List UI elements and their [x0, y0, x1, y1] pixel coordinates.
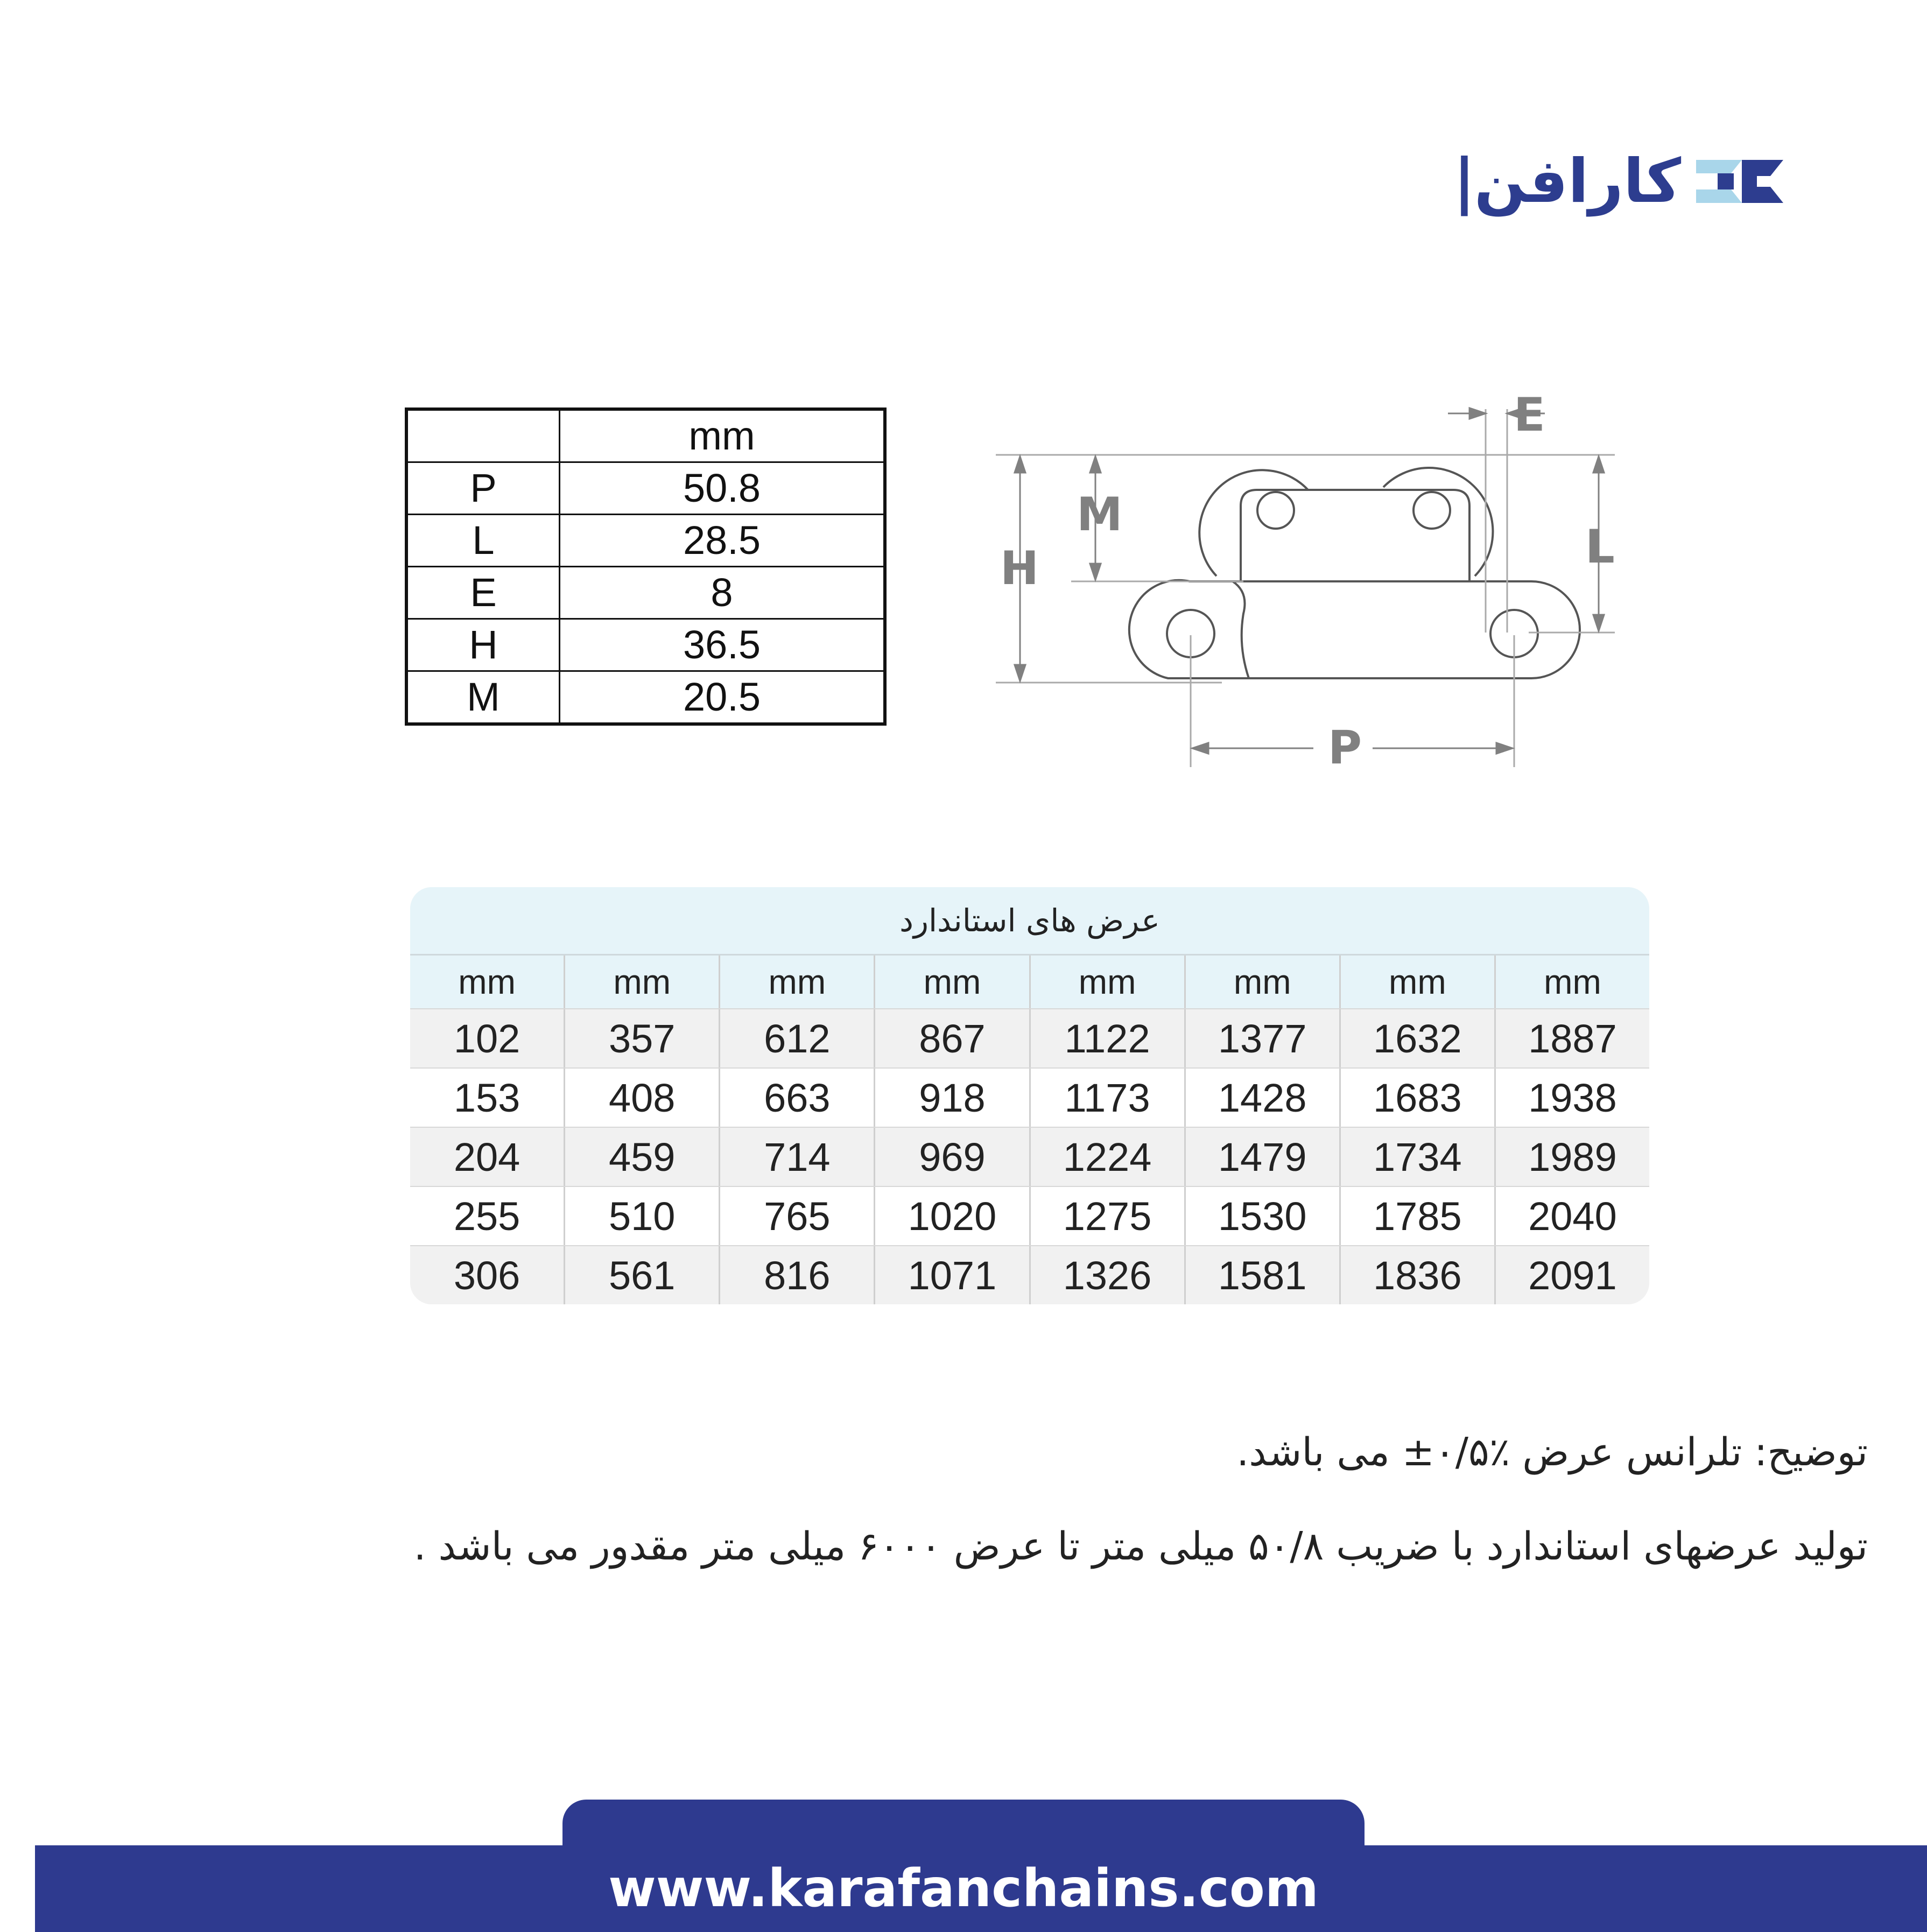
spec-unit-header: mm: [560, 410, 884, 462]
width-cell: 1479: [1184, 1128, 1339, 1186]
unit-cell: mm: [719, 956, 874, 1008]
table-row: [410, 1127, 1649, 1186]
width-cell: 510: [564, 1187, 719, 1245]
spec-value: 28.5: [560, 515, 884, 567]
karafan-logo-mark-icon: [1691, 152, 1788, 211]
website-link[interactable]: www.karafanchains.com: [608, 1858, 1319, 1919]
width-cell: 1326: [1029, 1246, 1184, 1304]
width-cell: 1377: [1184, 1009, 1339, 1067]
spec-value: 8: [560, 567, 884, 619]
width-cell: 1887: [1494, 1009, 1649, 1067]
table-row: [410, 1008, 1649, 1067]
table-row: [410, 1186, 1649, 1245]
width-cell: 918: [874, 1069, 1029, 1127]
spec-key: H: [407, 619, 560, 671]
spec-value: 20.5: [560, 671, 884, 723]
width-cell: 1530: [1184, 1187, 1339, 1245]
logo-separator: |: [1453, 146, 1474, 216]
dimension-lines: [996, 408, 1615, 767]
width-cell: 459: [564, 1128, 719, 1186]
width-cell: 816: [719, 1246, 874, 1304]
width-cell: 1632: [1339, 1009, 1494, 1067]
unit-cell: mm: [874, 956, 1029, 1008]
spec-key: E: [407, 567, 560, 619]
widths-unit-row: [410, 956, 1649, 1008]
width-cell: 1836: [1339, 1246, 1494, 1304]
logo-text: کارافن: [1474, 146, 1682, 216]
chain-link-drawing: [1129, 468, 1580, 678]
width-cell: 612: [719, 1009, 874, 1067]
width-cell: 1224: [1029, 1128, 1184, 1186]
spec-header-row: [407, 410, 884, 462]
width-cell: 1683: [1339, 1069, 1494, 1127]
chain-link-diagram: [990, 377, 1636, 786]
spec-row-l: [407, 515, 884, 567]
tolerance-note: توضیح: تلرانس عرض ٪۰/۵± می باشد.: [1236, 1429, 1868, 1474]
width-cell: 204: [453, 1134, 521, 1179]
spec-key: M: [407, 671, 560, 723]
width-cell: 714: [719, 1128, 874, 1186]
width-cell: 306: [453, 1253, 521, 1298]
width-cell: 1020: [874, 1187, 1029, 1245]
width-cell: 867: [874, 1009, 1029, 1067]
width-cell: 1428: [1184, 1069, 1339, 1127]
spec-row-p: [407, 462, 884, 515]
dim-label-l: L: [1585, 520, 1615, 574]
spec-row-e: [407, 567, 884, 619]
width-cell: 1173: [1029, 1069, 1184, 1127]
unit-cell: mm: [1494, 956, 1649, 1008]
dim-label-m: M: [1077, 488, 1123, 542]
width-cell: 765: [719, 1187, 874, 1245]
dimension-spec-table: [406, 409, 885, 724]
width-cell: 2040: [1494, 1187, 1649, 1245]
spec-value: 50.8: [560, 462, 884, 515]
width-cell: 561: [564, 1246, 719, 1304]
width-cell: 1989: [1494, 1128, 1649, 1186]
width-cell: 153: [453, 1075, 521, 1120]
width-cell: 1122: [1029, 1009, 1184, 1067]
width-cell: 663: [719, 1069, 874, 1127]
width-cell: 1734: [1339, 1128, 1494, 1186]
spec-key: P: [407, 462, 560, 515]
unit-cell: mm: [564, 956, 719, 1008]
spec-row-m: [407, 671, 884, 723]
unit-cell: mm: [1029, 956, 1184, 1008]
brand-logo: [1453, 141, 1809, 222]
width-cell: 1938: [1494, 1069, 1649, 1127]
spec-key: L: [407, 515, 560, 567]
width-cell: 357: [564, 1009, 719, 1067]
table-row: [410, 1067, 1649, 1127]
spec-value: 36.5: [560, 619, 884, 671]
width-cell: 1071: [874, 1246, 1029, 1304]
unit-cell: mm: [458, 963, 516, 1001]
width-cell: 102: [453, 1016, 521, 1061]
widths-table-title: عرض های استاندارد: [410, 887, 1649, 956]
unit-cell: mm: [1339, 956, 1494, 1008]
width-cell: 1581: [1184, 1246, 1339, 1304]
width-cell: 408: [564, 1069, 719, 1127]
width-cell: 1785: [1339, 1187, 1494, 1245]
unit-cell: mm: [1184, 956, 1339, 1008]
table-row: [410, 1245, 1649, 1304]
dim-label-h: H: [1000, 542, 1039, 595]
dim-label-e: E: [1514, 388, 1545, 442]
width-cell: 2091: [1494, 1246, 1649, 1304]
width-cell: 969: [874, 1128, 1029, 1186]
spec-row-h: [407, 619, 884, 671]
standard-widths-table: [410, 887, 1649, 1304]
dim-label-p: P: [1328, 721, 1362, 775]
production-note: تولید عرضهای استاندارد با ضریب ۵۰/۸ میلی متر تا عرض ۶۰۰۰ میلی متر مقدور می باشد .: [413, 1523, 1868, 1569]
width-cell: 1275: [1029, 1187, 1184, 1245]
spec-header-empty: [407, 410, 560, 462]
width-cell: 255: [453, 1193, 521, 1239]
